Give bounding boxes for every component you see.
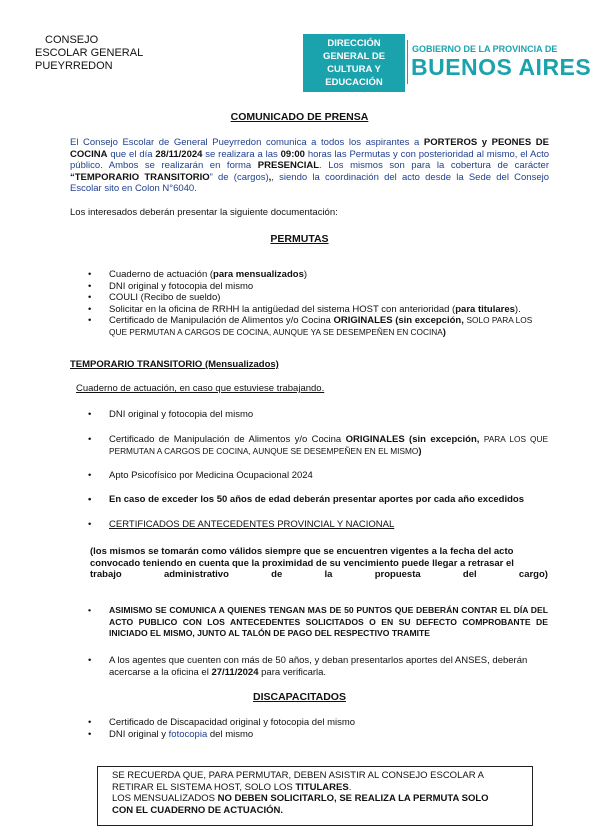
intro-s9: . Los mismos son para la cobertura de carácter bbox=[319, 160, 549, 171]
list-item bbox=[88, 409, 548, 421]
validity-line1: (los mismos se tomarán como válidos siempre que se encuentren vigentes a la fecha del acto bbox=[90, 546, 514, 557]
list-item bbox=[88, 519, 548, 531]
temporario-item4-list bbox=[88, 494, 548, 506]
validity-line2: convocado teniendo en cuenta que la proximidad de su vencimiento puede llegar a retrasar el bbox=[90, 557, 514, 569]
validity-note bbox=[90, 546, 548, 581]
permutas-heading: PERMUTAS bbox=[270, 233, 329, 245]
permutas-item5-c: (sin excepción, bbox=[392, 315, 467, 326]
temporario-item2-a: Certificado de Manipulación de Alimentos y/o Cocina bbox=[109, 434, 346, 445]
list-item bbox=[88, 434, 548, 457]
list-item bbox=[88, 494, 548, 506]
permutas-item1-c: ) bbox=[303, 269, 308, 280]
asimismo-list bbox=[88, 605, 548, 640]
anses-a: A los agentes que cuenten con más de 50 años, y deban presentarlos aportes del ANSES, deberán acercarse a la oficina el bbox=[109, 655, 528, 678]
asimismo-text: ASIMISMO SE COMUNICA A QUIENES TENGAN MAS DE 50 PUNTOS QUE DEBERÁN CONTAR EL DÍA DEL ACTO PUBLICO CON LOS ANTECEDENTES SOLICITADOS O EN SU DEFECTO COMPROBANTE DE INICIADO EL MISMO, JUNTO AL TALÓN DE PAGO DEL RESPECTIVO TRAMITE bbox=[109, 605, 548, 638]
documentation-line: Los interesados deberán presentar la siguiente documentación: bbox=[70, 207, 338, 218]
discapacitados-item2-b: fotocopia bbox=[168, 728, 208, 740]
temporario-item2-e: ) bbox=[418, 445, 422, 457]
permutas-item5-d: SOLO PARA LOS QUE PERMUTAN A CARGOS DE COCINA, AUNQUE YA SE DESEMPEÑEN EN COCINA bbox=[109, 315, 533, 337]
discapacitados-item2-c: del mismo bbox=[207, 728, 254, 740]
logo-left-line2: CULTURA Y EDUCACIÓN bbox=[325, 64, 383, 88]
intro-paragraph bbox=[70, 137, 549, 195]
validity-word: la bbox=[324, 569, 333, 580]
notice-line2-b: TITULARES bbox=[295, 781, 349, 793]
notice-line2-c: . bbox=[348, 781, 352, 793]
discapacitados-item2-a: DNI original y bbox=[109, 728, 169, 740]
intro-s2: PORTEROS y PEONES DE COCINA bbox=[70, 137, 549, 160]
intro-date: 28/11/2024 bbox=[155, 148, 203, 160]
notice-line2-a: RETIRAR EL SISTEMA HOST, SOLO LOS bbox=[112, 781, 296, 793]
permutas-list bbox=[88, 269, 548, 338]
discapacitados-list bbox=[88, 717, 548, 740]
intro-s11: ” de (cargos) bbox=[209, 171, 269, 183]
temporario-item3-list bbox=[88, 470, 548, 482]
permutas-item2: DNI original y fotocopia del mismo bbox=[109, 280, 254, 292]
logo-left-line1: DIRECCIÓN GENERAL DE bbox=[322, 38, 386, 62]
intro-s12: , siendo la coordinación del acto desde la Sede del Consejo Escolar sito en Colon N°6040. bbox=[70, 171, 549, 194]
anses-list bbox=[88, 655, 548, 678]
temporario-heading: TEMPORARIO TRANSITORIO (Mensualizados) bbox=[70, 359, 279, 370]
permutas-item3: COULI (Recibo de sueldo) bbox=[109, 292, 221, 303]
notice-text bbox=[112, 770, 522, 816]
intro-presencial: PRESENCIAL bbox=[257, 160, 320, 171]
validity-word: propuesta bbox=[374, 569, 421, 580]
temporario-item4: En caso de exceder los 50 años de edad deberán presentar aportes por cada año excedidos bbox=[109, 494, 524, 505]
temporario-item2-c: (sin excepción, bbox=[404, 434, 484, 445]
permutas-item4-a: Solicitar en la oficina de RRHH la antigüedad del sistema HOST con anterioridad ( bbox=[109, 303, 456, 315]
permutas-item5-a: Certificado de Manipulación de Alimentos y/o Cocina bbox=[109, 315, 334, 326]
temporario-item1: DNI original y fotocopia del mismo bbox=[109, 409, 254, 420]
list-item bbox=[88, 729, 548, 741]
temporario-cuaderno: Cuaderno de actuación, en caso que estuviese trabajando. bbox=[76, 383, 325, 394]
intro-s5: se realizara a las bbox=[202, 148, 281, 160]
permutas-item5-b: ORIGINALES bbox=[333, 315, 393, 326]
temporario-item2-b: ORIGINALES bbox=[345, 434, 405, 445]
validity-word: de bbox=[271, 569, 283, 580]
list-item bbox=[88, 292, 548, 304]
permutas-item5-e: ) bbox=[442, 326, 446, 338]
intro-comma: , bbox=[268, 171, 272, 183]
notice-line3-a: LOS MENSUALIZADOS bbox=[112, 793, 218, 804]
consejo-escolar-label bbox=[35, 34, 143, 73]
intro-temporario: “TEMPORARIO TRANSITORIO bbox=[70, 171, 210, 183]
validity-word: trabajo bbox=[90, 569, 122, 580]
permutas-item4-b: para titulares bbox=[455, 303, 515, 315]
list-item bbox=[88, 470, 548, 482]
list-item bbox=[88, 605, 548, 640]
temporario-item5: CERTIFICADOS DE ANTECEDENTES PROVINCIAL Y NACIONAL bbox=[109, 519, 395, 530]
validity-word: administrativo bbox=[163, 569, 229, 580]
discapacitados-item1: Certificado de Discapacidad original y fotocopia del mismo bbox=[109, 717, 356, 728]
notice-line4: CON EL CUADERNO DE ACTUACIÓN. bbox=[112, 804, 284, 816]
direccion-general-logo bbox=[303, 34, 405, 92]
logo-divider bbox=[407, 40, 408, 84]
consejo-line-3: PUEYRREDON bbox=[35, 60, 113, 72]
list-item bbox=[88, 304, 548, 316]
validity-word: cargo) bbox=[518, 569, 548, 580]
permutas-item1-a: Cuaderno de actuación ( bbox=[109, 269, 214, 280]
anses-c: para verificarla. bbox=[258, 666, 327, 678]
intro-s1: El Consejo Escolar de General Pueyrredon comunica a todos los aspirantes a bbox=[70, 137, 424, 148]
list-item bbox=[88, 281, 548, 293]
intro-s7: horas las Permutas y con posterioridad al mismo, el Acto público. Ambos se realizarán en forma bbox=[70, 148, 550, 171]
consejo-line-1: CONSEJO bbox=[45, 34, 99, 46]
consejo-line-2: ESCOLAR GENERAL bbox=[35, 47, 144, 59]
temporario-item2-list bbox=[88, 434, 548, 457]
temporario-item5-list bbox=[88, 519, 548, 531]
intro-s3: que el día bbox=[107, 148, 156, 160]
anses-date: 27/11/2024 bbox=[211, 666, 259, 678]
logo-buenos-aires-text: BUENOS AIRES bbox=[411, 54, 592, 80]
list-item bbox=[88, 655, 548, 678]
logo-gobierno-text: GOBIERNO DE LA PROVINCIA DE bbox=[412, 44, 558, 54]
page-title: COMUNICADO DE PRENSA bbox=[230, 111, 369, 123]
temporario-item3: Apto Psicofísico por Medicina Ocupacional 2024 bbox=[109, 470, 313, 481]
temporario-item1-list bbox=[88, 409, 548, 421]
permutas-item1-b: para mensualizados bbox=[213, 269, 304, 280]
validity-word: del bbox=[462, 569, 477, 580]
permutas-item4-c: ). bbox=[514, 303, 521, 315]
notice-line1: SE RECUERDA QUE, PARA PERMUTAR, DEBEN ASISTIR AL CONSEJO ESCOLAR A bbox=[112, 770, 485, 781]
discapacitados-heading: DISCAPACITADOS bbox=[253, 691, 346, 703]
notice-line3 bbox=[112, 793, 522, 805]
temporario-item2-d: PARA LOS QUE PERMUTAN A CARGOS DE COCINA, AUNQUE SE DESEMPEÑEN EN EL MISMO bbox=[109, 434, 548, 456]
notice-line3-b: NO DEBEN SOLICITARLO, SE REALIZA LA PERMUTA SOLO bbox=[217, 793, 489, 804]
list-item bbox=[88, 315, 548, 338]
list-item bbox=[88, 717, 548, 729]
intro-time: 09:00 bbox=[280, 148, 305, 160]
list-item bbox=[88, 269, 548, 281]
validity-line3 bbox=[90, 569, 548, 581]
notice-line2 bbox=[112, 782, 522, 794]
